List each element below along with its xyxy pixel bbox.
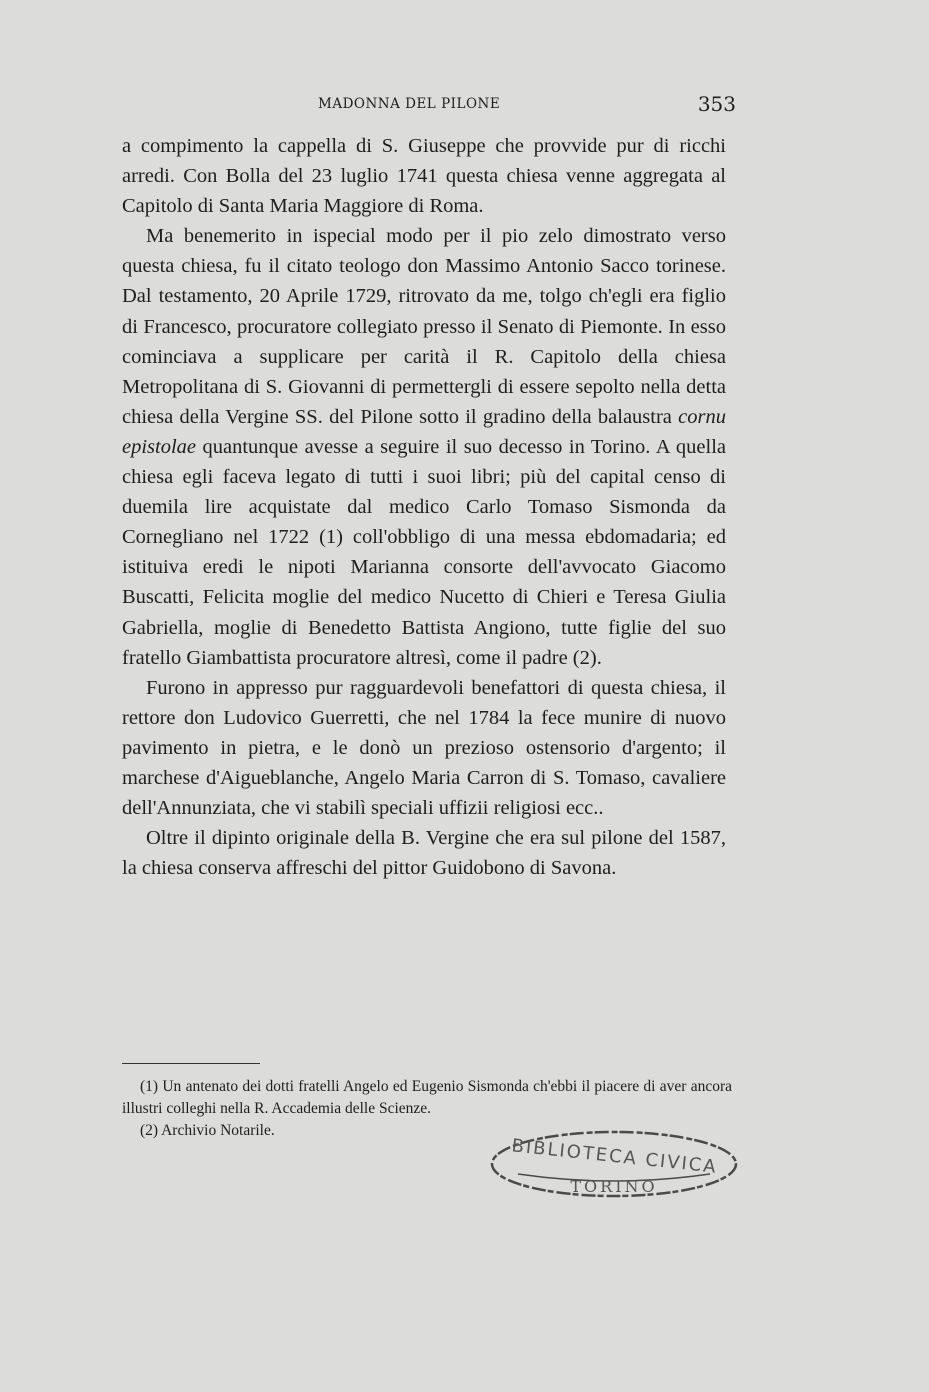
paragraph-2	[122, 221, 726, 672]
stamp-line-1: BIBLIOTECA CIVICA	[510, 1135, 719, 1178]
page-number: 353	[697, 92, 736, 116]
main-text	[122, 131, 726, 883]
page-header	[122, 92, 736, 116]
library-stamp	[488, 1128, 740, 1200]
paragraph-3: Furono in appresso pur ragguardevoli benefattori di questa chiesa, il rettore don Ludovico Guerretti, che nel 1784 la fece munire di nuovo pavimento in pietra, e le donò un prezioso ostensorio d'argento; il marchese d'Aigueblanche, Angelo Maria Carron di S. Tomaso, cavaliere dell'Annunziata, che vi stabilì speciali uffizii religiosi ecc..	[122, 676, 726, 820]
paragraph-2-part-b: quantunque avesse a seguire il suo decesso in Torino. A quella chiesa egli faceva legato di tutti i suoi libri; più del capital censo di duemila lire acquistate dal medico Carlo Tomaso Sismonda da Cornegliano nel 1722 (1) coll'obbligo di una messa ebdomadaria; ed istituiva eredi le nipoti Marianna consorte dell'avvocato Giacomo Buscatti, Felicita moglie del medico Nucetto di Chieri e Teresa Giulia Gabriella, moglie di Benedetto Battista Angiono, tutte figlie del suo fratello Giambattista procuratore altresì, come il padre (2).	[122, 435, 727, 669]
paragraph-4: Oltre il dipinto originale della B. Vergine che era sul pilone del 1587, la chiesa conserva affreschi del pittor Guidobono di Savona.	[122, 827, 726, 880]
footnote-2: (2) Archivio Notarile.	[140, 1122, 275, 1139]
footnote-1: (1) Un antenato dei dotti fratelli Angelo ed Eugenio Sismonda ch'ebbi il piacere di aver ancora illustri colleghi nella R. Accademia delle Scienze.	[122, 1078, 732, 1117]
latin-phrase: cornu epistolae	[122, 405, 726, 458]
footnote-divider	[122, 1063, 260, 1064]
stamp-line-2: TORINO	[570, 1177, 658, 1196]
paragraph-1: a compimento la cappella di S. Giuseppe che provvide pur di ricchi arredi. Con Bolla del 23 luglio 1741 questa chiesa venne aggregata al Capitolo di Santa Maria Maggiore di Roma.	[122, 135, 726, 218]
running-title: MADONNA DEL PILONE	[318, 96, 501, 112]
paragraph-2-part-a: Ma benemerito in ispecial modo per il pio zelo dimostrato verso questa chiesa, fu il citato teologo don Massimo Antonio Sacco torinese. Dal testamento, 20 Aprile 1729, ritrovato da me, tolgo ch'egli era figlio di Francesco, procuratore collegiato presso il Senato di Piemonte. In esso cominciava a supplicare per carità il R. Capitolo della chiesa Metropolitana di S. Giovanni di permettergli di essere sepolto nella detta chiesa della Vergine SS. del Pilone sotto il gradino della balaustra	[122, 225, 726, 428]
